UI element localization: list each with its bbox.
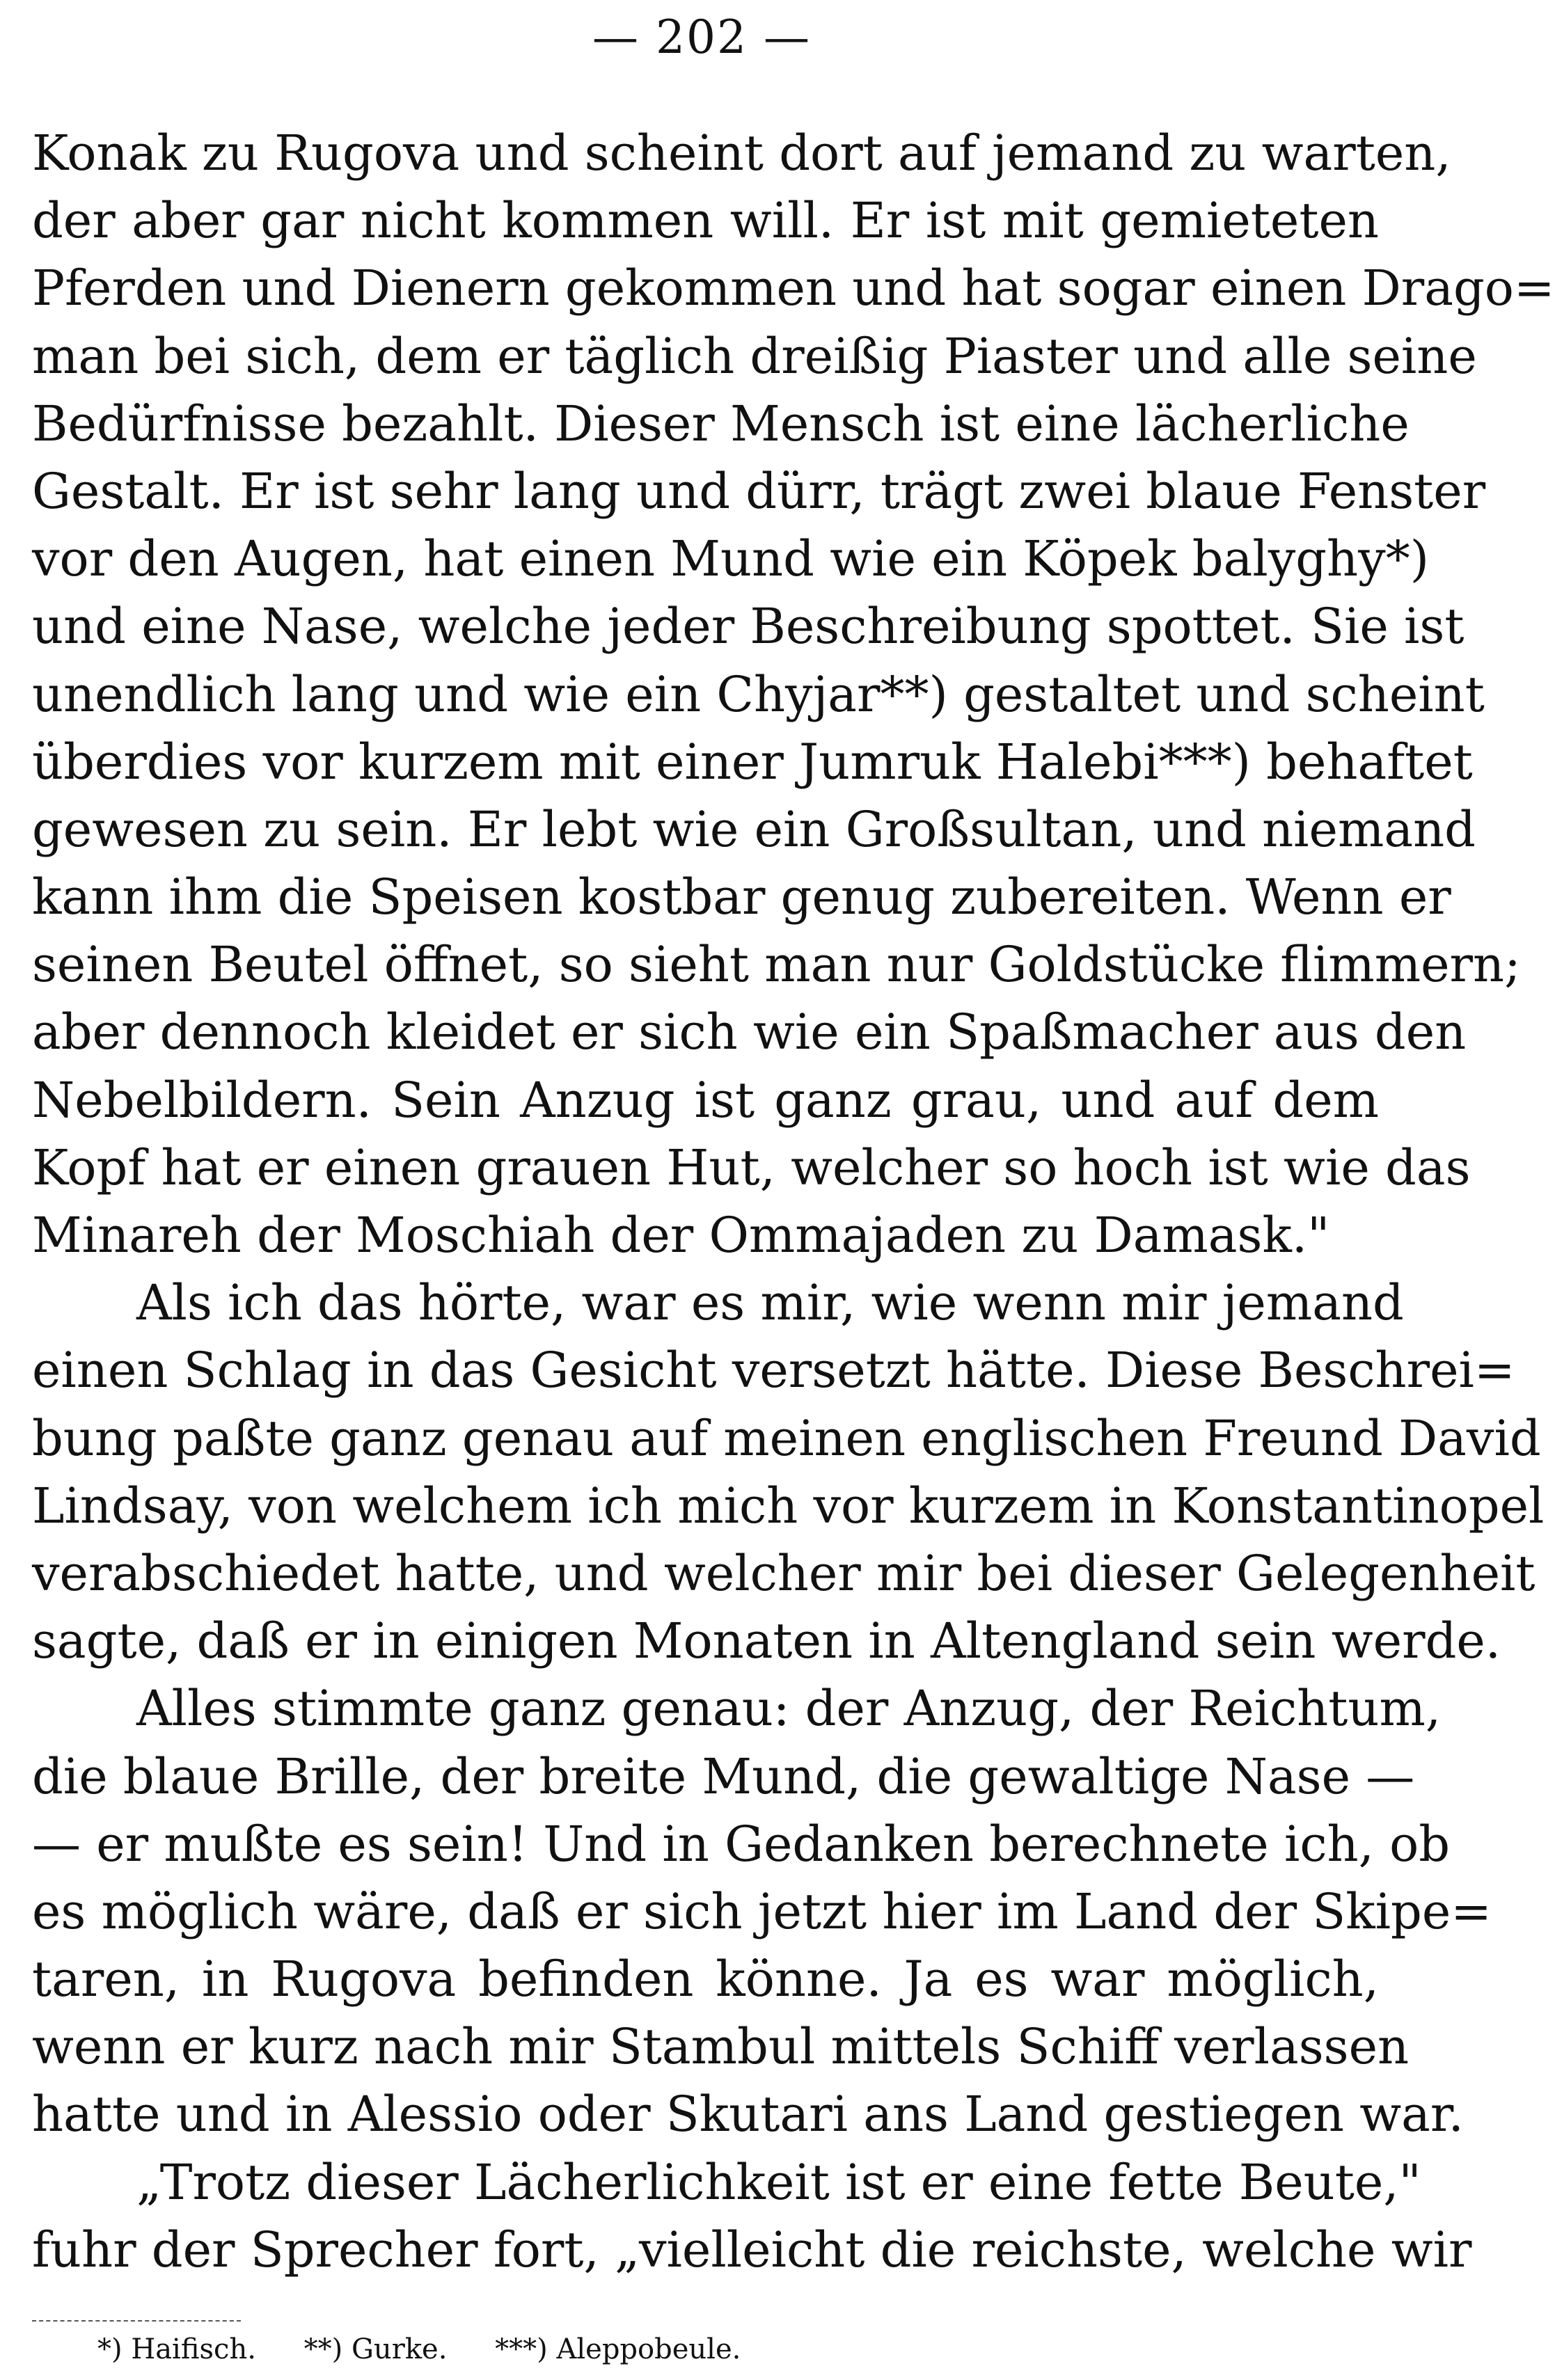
text-line: einen Schlag in das Gesicht versetzt hätte. Diese Beschrei=	[32, 1342, 1515, 1399]
text-line: Kopf hat er einen grauen Hut, welcher so hoch ist wie das	[32, 1139, 1471, 1196]
text-line: Bedürfnisse bezahlt. Dieser Mensch ist eine lächerliche	[32, 395, 1410, 452]
text-line: Minareh der Moschiah der Ommajaden zu Damask."	[32, 1207, 1330, 1264]
page-number: — 202 —	[592, 10, 811, 64]
text-line: Konak zu Rugova und scheint dort auf jemand zu warten,	[32, 125, 1451, 182]
text-line: verabschiedet hatte, und welcher mir bei dieser Gelegenheit	[32, 1544, 1536, 1602]
text-line: bung paßte ganz genau auf meinen englischen Freund David	[32, 1409, 1541, 1467]
text-line: Pferden und Dienern gekommen und hat sogar einen Drago=	[32, 260, 1555, 317]
footnote-1: *) Haifisch.	[97, 2333, 256, 2365]
footnote-3: ***) Aleppobeule.	[495, 2333, 741, 2365]
text-line: der aber gar nicht kommen will. Er ist mit gemieteten	[32, 192, 1379, 250]
text-line: es möglich wäre, daß er sich jetzt hier im Land der Skipe=	[32, 1882, 1492, 1940]
text-line: man bei sich, dem er täglich dreißig Piaster und alle seine	[32, 327, 1477, 385]
text-line: — er mußte es sein! Und in Gedanken berechnete ich, ob	[32, 1815, 1451, 1873]
text-line: Alles stimmte ganz genau: der Anzug, der Reichtum,	[136, 1680, 1442, 1738]
body-text	[32, 120, 1555, 2284]
text-line: Lindsay, von welchem ich mich vor kurzem in Konstantinopel	[32, 1477, 1545, 1534]
text-line: Nebelbildern. Sein Anzug ist ganz grau, und auf dem	[32, 1071, 1379, 1129]
text-line: vor den Augen, hat einen Mund wie ein Köpek balyghy*)	[32, 530, 1429, 588]
footnote-2: **) Gurke.	[303, 2333, 448, 2365]
text-line: kann ihm die Speisen kostbar genug zubereiten. Wenn er	[32, 868, 1451, 926]
text-line: fuhr der Sprecher fort, „vielleicht die reichste, welche wir	[32, 2221, 1472, 2278]
text-line: hatte und in Alessio oder Skutari ans Land gestiegen war.	[32, 2086, 1464, 2143]
text-line: unendlich lang und wie ein Chyjar**) gestaltet und scheint	[32, 665, 1485, 723]
text-line: Als ich das hörte, war es mir, wie wenn mir jemand	[136, 1274, 1404, 1332]
text-line: seinen Beutel öffnet, so sieht man nur Goldstücke flimmern;	[32, 936, 1521, 994]
text-line: sagte, daß er in einigen Monaten in Altengland sein werde.	[32, 1612, 1501, 1670]
footnotes	[97, 2330, 780, 2369]
text-line: die blaue Brille, der breite Mund, die gewaltige Nase —	[32, 1747, 1415, 1805]
text-line: Gestalt. Er ist sehr lang und dürr, trägt zwei blaue Fenster	[32, 462, 1486, 520]
text-line: „Trotz dieser Lächerlichkeit ist er eine fette Beute,"	[136, 2153, 1421, 2211]
text-line: überdies vor kurzem mit einer Jumruk Halebi***) behaftet	[32, 733, 1473, 791]
text-line: und eine Nase, welche jeder Beschreibung spottet. Sie ist	[32, 598, 1465, 656]
text-line: gewesen zu sein. Er lebt wie ein Großsultan, und niemand	[32, 800, 1476, 858]
footnote-divider	[32, 2320, 241, 2322]
text-line: wenn er kurz nach mir Stambul mittels Schiff verlassen	[32, 2018, 1410, 2076]
text-line: aber dennoch kleidet er sich wie ein Spaßmacher aus den	[32, 1003, 1467, 1061]
text-line: taren, in Rugova befinden könne. Ja es war möglich,	[32, 1951, 1379, 2008]
